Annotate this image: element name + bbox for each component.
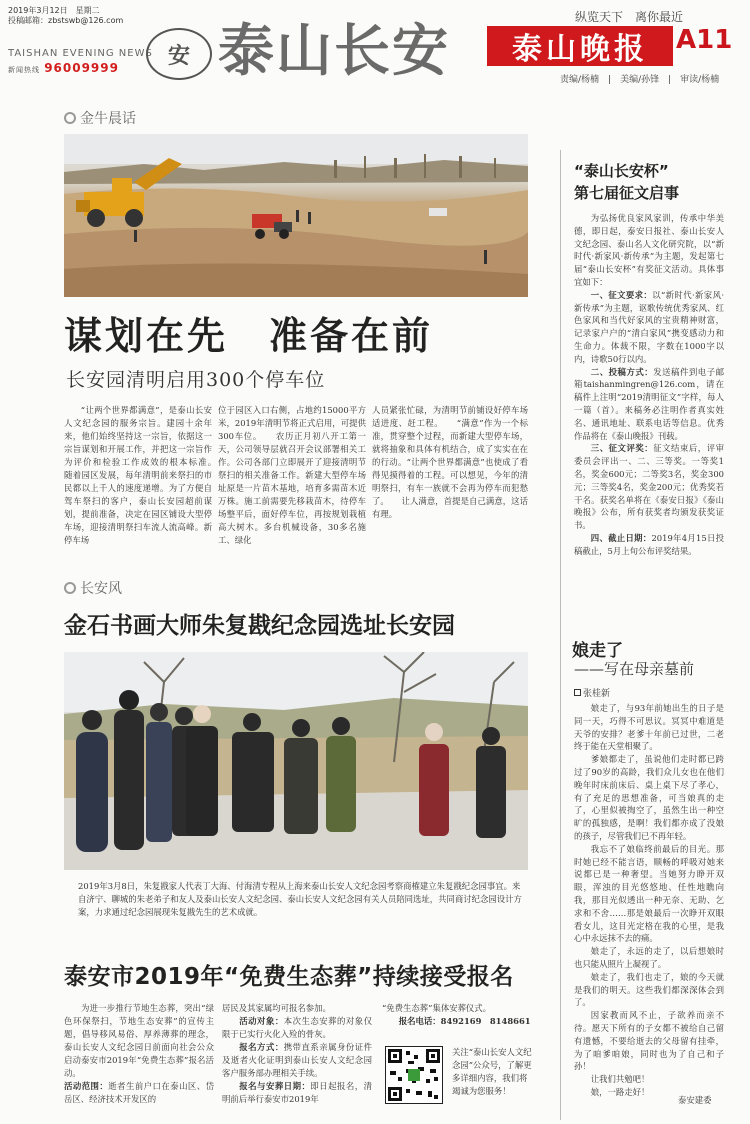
essay-paragraph: 让我们共勉吧！ — [590, 1074, 650, 1085]
article3-headline: 泰安市2019年“免费生态葬”持续接受报名 — [64, 964, 514, 990]
target-label: 活动对象： — [238, 1016, 284, 1026]
article3-column-2 — [222, 1002, 372, 1120]
column-divider — [560, 150, 561, 1120]
newspaper-brand: 泰山晚报 — [487, 26, 673, 66]
article1-column-3: 人员紧张忙碌，为清明节前铺设好停车场适进度、赶工程。 “满意”作为一个标准，贯穿整个过程，而新建大型停车场，就将抽象和具体有机结合，成了实实在在的行动。“让两个世界都满意”也使成了看得见摸得着的工程。可以想见，今年的清明祭扫，有车一族就不会再为停车而犯愁了。 让人满意，首提是自己满意，这话有理。 — [372, 405, 528, 519]
essay-paragraph: 娘走了，永远的走了，以后想娘时也只能从照片上凝视了。 — [574, 946, 724, 969]
article2-headline: 金石书画大师朱复戡纪念园选址长安园 — [64, 613, 455, 639]
essay-paragraph: 娘走了，我们也走了，娘的今天就是我们的明天。这些我们都深深体会到了。 — [574, 971, 724, 1008]
time-label: 报名与安葬日期： — [238, 1081, 311, 1091]
article1-headline: 谋划在先 准备在前 — [64, 314, 434, 358]
slogan: 纵览天下 离你最近 — [575, 10, 684, 24]
ceremony-text: “免费生态葬”集体安葬仪式。 — [382, 1003, 492, 1013]
construction-illustration — [64, 134, 528, 297]
notice-item-3: 三、征文评奖：征文结束后，评审委员会评出一、二、三等奖。一等奖1名，奖金600元；二等奖3名，奖金300元；三等奖4名，奖金200元；优秀奖若干名。获奖名单将在《泰安日报》《泰山晚报》公布，所有获奖者均颁发获奖证书。 — [574, 443, 725, 531]
essay-paragraph: 我忘不了娘临终前最后的目光。那时她已经不能言语，顺畅的呼吸对她来说都已是一种奢望。当她努力睁开双眼，浑浊的目光悠悠地、任性地瞧向我，那目光似透出一种无奈、无助、乞求和不舍……那是娘最后一次睁开双眼看女儿，这目光定格在我的心里，是我心中永远抹不去的痛。 — [574, 843, 724, 944]
issue-date: 2019年3月12日 星期二 — [8, 6, 100, 15]
essay-paragraph: 娘，一路走好！ — [590, 1086, 650, 1097]
lead-text: 居民及其家属均可报名参加。 — [222, 1003, 331, 1013]
essay-paragraph: 娘走了，与93年前她出生的日子是同一天，巧得不可思议。冥冥中难道是天爷的安排？老爹十年前已过世，二老终于能在天堂相聚了。 — [574, 703, 724, 752]
editors-line: 责编/杨楠 | 美编/孙锋 | 审读/杨楠 — [560, 75, 720, 85]
essay-body — [574, 702, 724, 1099]
phone-number: 8492169 8148661 — [440, 1016, 531, 1026]
essay-paragraph: 因家教而风不止，子欲养而亲不待。愿天下所有的子女都不被给自己留有遗憾，不要给逝去的父母留有挂牵，为了咱爹咱娘，同时也为了自己和子孙！ — [574, 1010, 724, 1072]
hotline-label: 新闻热线 — [8, 66, 40, 74]
article3-column-1 — [64, 1002, 214, 1120]
notice-item-2: 二、投稿方式：发送稿件到电子邮箱taishanmingren@126.com，请在稿件上注明“2019清明征文”字样，每人一篇（首）。来稿务必注明作者真实姓名、通讯地址、联系电话等信息。优秀作品将在《泰山晚报》刊载。 — [574, 366, 725, 441]
section-label-jinniu: 金牛晨话 — [64, 108, 136, 128]
article3-col1-text: 为进一步推行节地生态葬，突出“绿色环保祭扫，节地生态安葬”的宣传主题，倡导移风易俗、厚养薄葬的理念，泰山长安人文纪念园日前面向社会公众启动泰安市2019年“免费生态葬”报名活动。 — [64, 1003, 214, 1078]
hotline-number: 96009999 — [44, 61, 119, 75]
section-label-changanfeng: 长安风 — [64, 578, 122, 598]
page-number: A11 — [676, 25, 733, 55]
english-name: TAISHAN EVENING NEWS 新闻热线 96009999 — [8, 48, 153, 75]
qr-caption: 关注“泰山长安人文纪念园”公众号，了解更多详细内容，我们将竭诚为您服务！ — [452, 1047, 532, 1096]
essay-title: 娘走了 — [572, 641, 623, 661]
submission-email: 投稿邮箱：zbstswb@126.com — [8, 16, 124, 25]
notice-title-line-1: “泰山长安杯” — [574, 162, 669, 180]
qr-code-icon — [385, 1046, 443, 1104]
phone-label: 报名电话： — [398, 1016, 441, 1026]
range-text: 逝者生前户口在泰山区、岱岳区、经济技术开发区的 — [64, 1081, 214, 1104]
target-text: 本次生态安葬的对象仅限于已实行火化入殓的骨灰。 — [222, 1016, 372, 1039]
site-selection-group-photo — [64, 652, 528, 870]
author-mark-icon — [574, 689, 581, 696]
notice-title — [574, 160, 679, 204]
time-text: 即日起报名，清明前后举行泰安市2019年 — [222, 1081, 372, 1104]
notice-item-4: 四、截止日期：2019年4月15日投稿截止，5月上旬公布评奖结果。 — [574, 532, 724, 556]
notice-item-1: 一、征文要求：以“新时代·新家风·新传承”为主题，讴歌传统优秀家风、红色家风和当代好家风的宝贵精神财富，记录家户户的“清白家风”携变感动力和生命力。体裁不限，字数在1000字以内，诗歌50行以内。 — [574, 289, 725, 364]
photo-caption: 2019年3月8日，朱复戡家人代表丁大海、付海清专程从上海来泰山长安人文纪念园考察商榷建立朱复戡纪念园事宜。来自济宁、聊城的朱老弟子和友人及泰山长安人文纪念园、泰山长安人文纪念园有关人员陪同选址，共同商讨纪念园设计方案，力求通过纪念园展现朱复戡先生的艺术成就。 — [78, 881, 522, 917]
essay-author: 张桂新 — [574, 686, 610, 699]
article3-column-3 — [382, 1002, 532, 1042]
masthead-date-block — [8, 6, 123, 26]
essay-signature: 泰安建委 — [678, 1095, 712, 1105]
column-logo-icon — [146, 28, 212, 80]
essay-subtitle: ——写在母亲墓前 — [574, 660, 695, 678]
mode-label: 报名方式： — [238, 1042, 284, 1052]
mode-text: 携带直系亲属身份证件及逝者火化证明到泰山长安人文纪念园客户服务部办理相关手续。 — [222, 1042, 372, 1078]
section-dot-icon — [64, 112, 76, 124]
essay-paragraph: 爹娘都走了，虽说他们走时都已跨过了90岁的高龄，我们众儿女也在他们晚年时床前床后、桌上桌下尽了孝心，有了充足的思想准备，可当娘真的走了，心里似被掏空了，虽然生出一种空旷的孤独感，是啊！我们都亦成了没娘的孩子，尽管我们已不再年轻。 — [574, 754, 724, 841]
notice-title-line-2: 第七届征文启事 — [574, 184, 680, 202]
parking-construction-photo — [64, 134, 528, 297]
range-label: 活动范围： — [64, 1081, 109, 1091]
notice-body — [574, 212, 724, 558]
page-title: 泰山长安 — [218, 19, 450, 84]
group-illustration — [64, 652, 528, 870]
article1-subheadline: 长安园清明启用300个停车位 — [66, 369, 326, 391]
section-dot-icon — [64, 582, 76, 594]
article1-column-1: “让两个世界都满意”，是泰山长安人文纪念园的服务宗旨。建园十余年来，他们始终坚持这一宗旨，依据这一宗旨谋划和开展工作，并把这一宗旨作为评价和检验工作成效的根本标准。 随着园区发展，每年清明前来祭扫的市民都以上千人的速度递增。为了方便自驾车祭扫的客户，泰山长安园超前谋划，提前准备，决定在园区铺设大型停车场，迎接清明祭扫车流人流高峰。新停车场 — [64, 405, 212, 545]
notice-intro: 为弘扬优良家风家训，传承中华美德，即日起，泰安日报社、泰山长安人文纪念园、泰山名人文化研究院，以“新时代·新家风·新传承”为主题，发起第七届“泰山长安杯”有奖征文活动。具体事宜如下： — [574, 213, 724, 287]
article1-column-2: 位于园区入口右侧，占地约15000平方米，2019年清明节将正式启用，可提供300车位。 农历正月初八开工第一天，公司领导层就召开会议部署相关工作。公司各部门立即展开了迎接清明节祭扫的相关准备工作。新建大型停车场址原是一片苗木基地，培育多需苗木近万株。施工前需要先移栽苗木，待停车场整平后，面好停车位，再按规划栽植高大树木。多台机械设备，30多名施工、绿化 — [218, 405, 366, 545]
logo-glyph: 安 — [167, 43, 190, 69]
